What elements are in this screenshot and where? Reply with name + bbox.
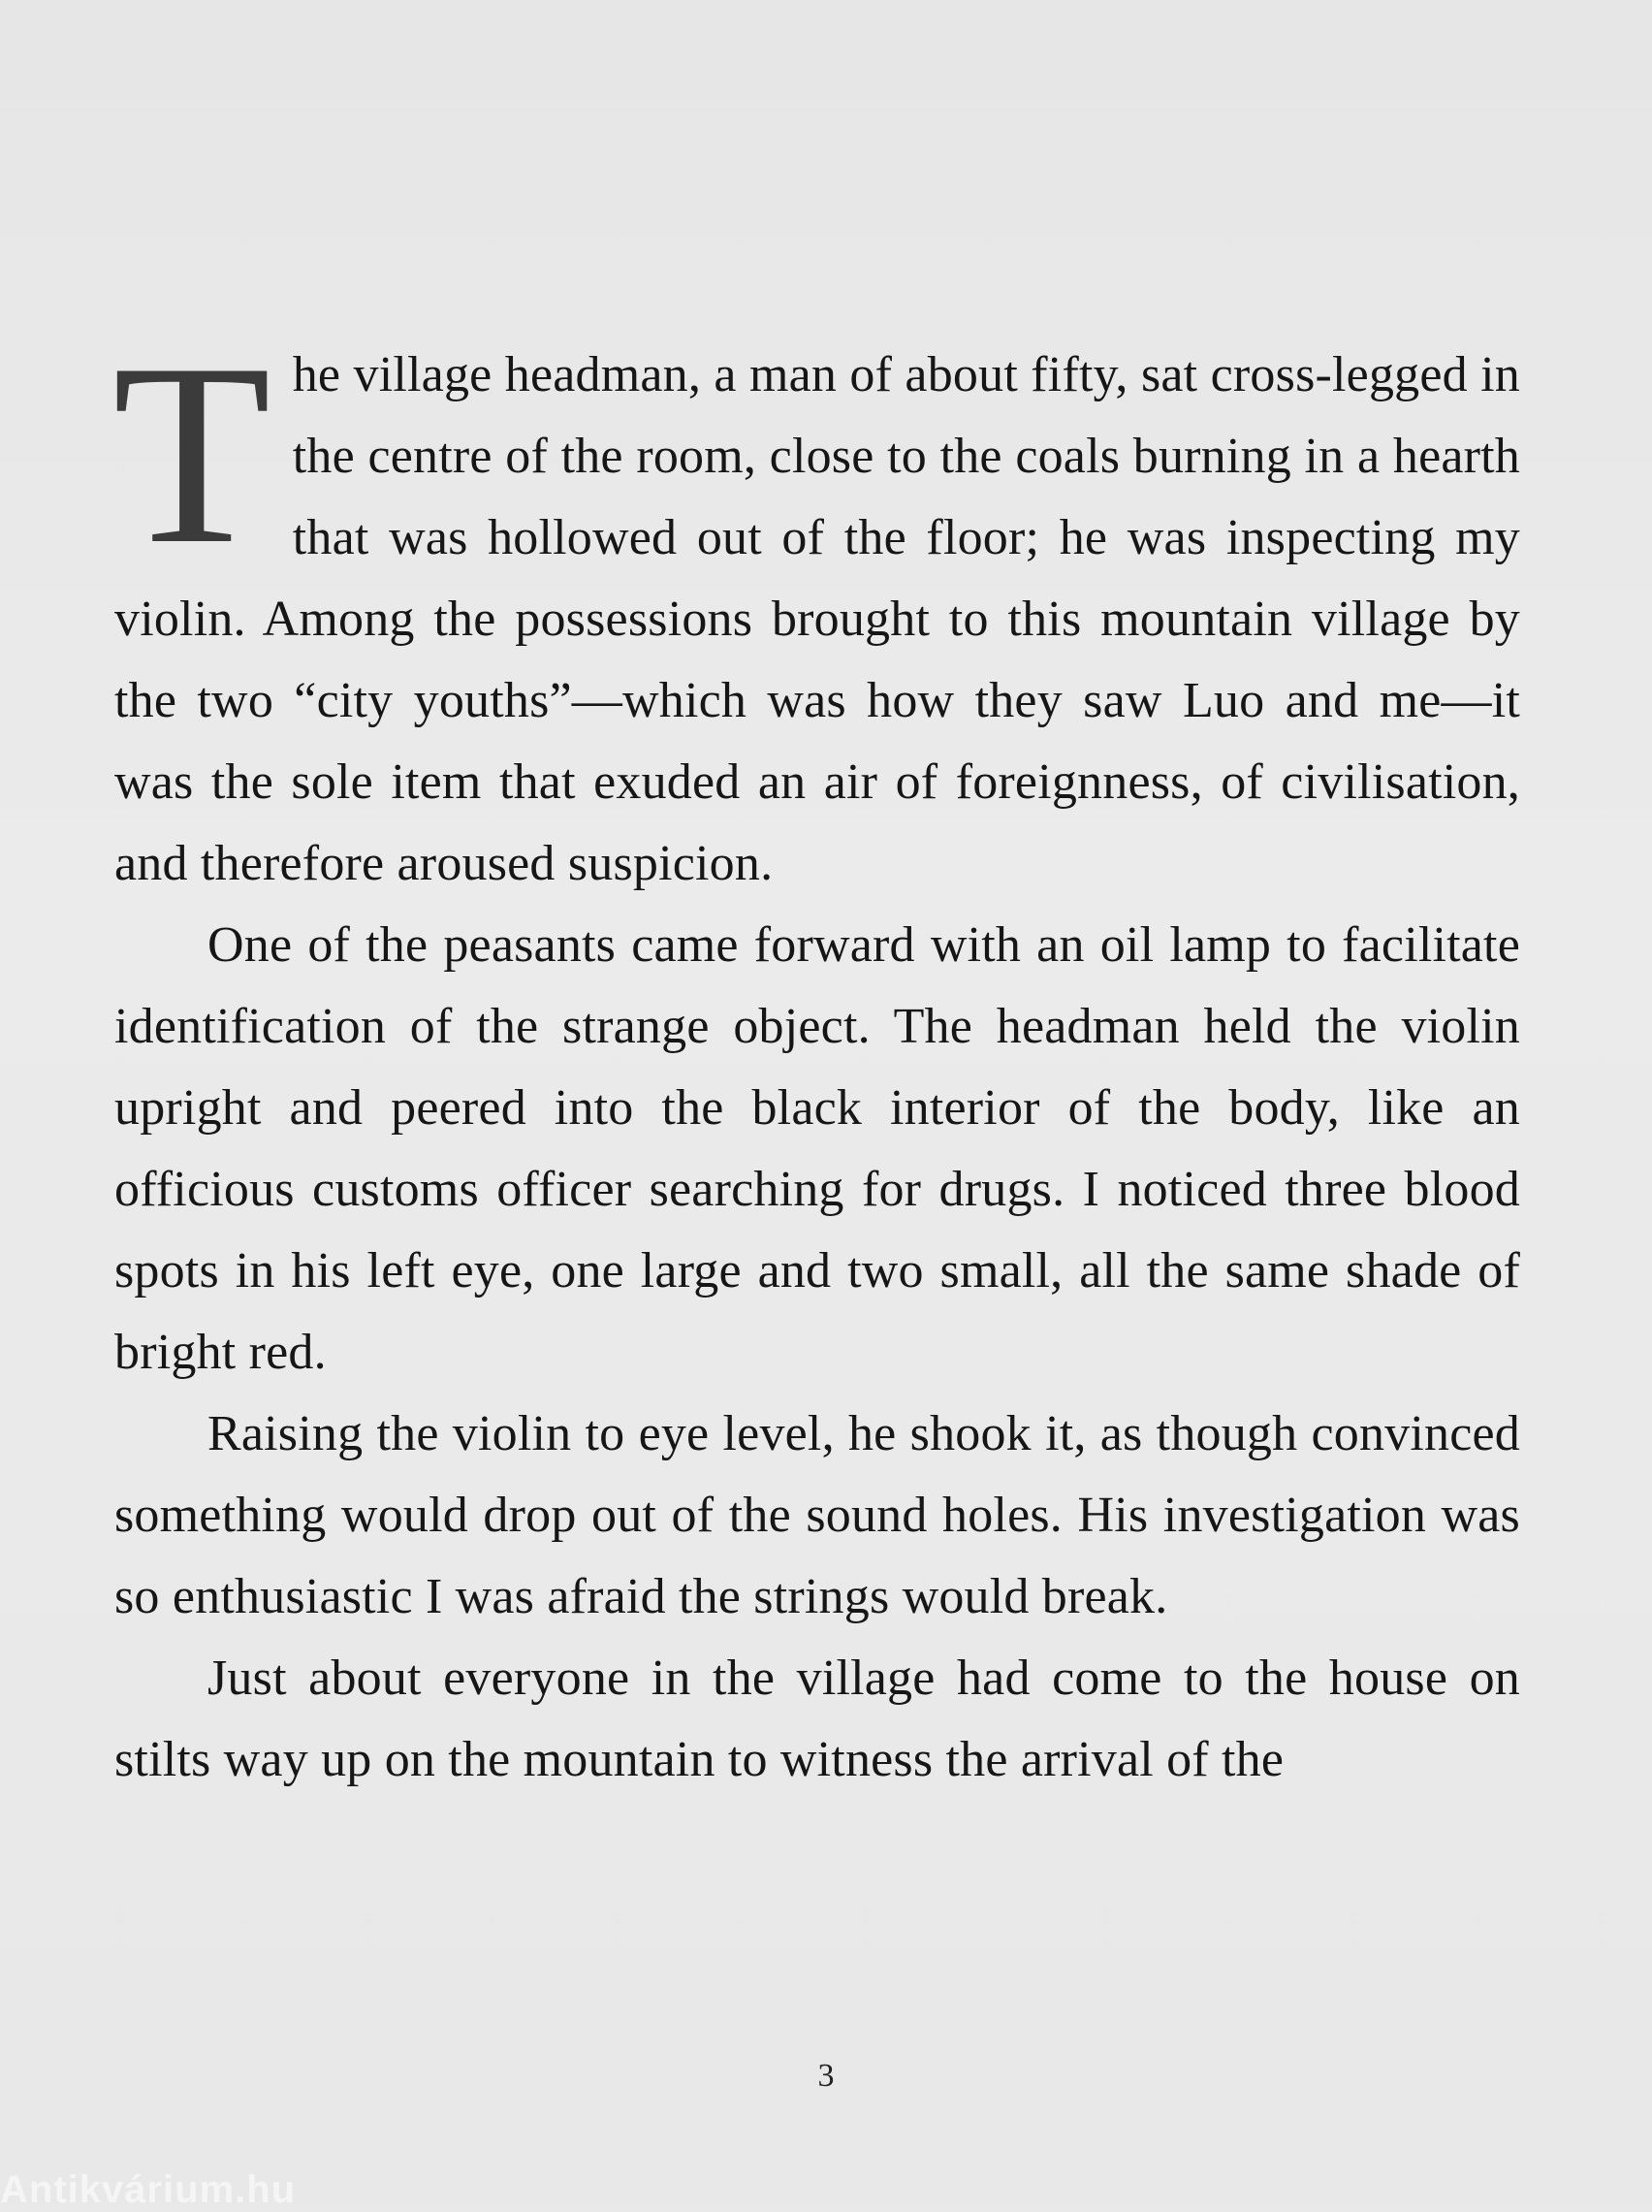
page-number: 3: [817, 2058, 835, 2094]
paragraph-4: Just about everyone in the village had come to the house on stilts way up on the mountain to witness the arrival of the: [114, 1651, 1520, 1787]
watermark: Antikvárium.hu: [0, 2168, 297, 2211]
paragraph-1-text: he village headman, a man of about fifty, sat cross-legged in the centre of the room, close to the coals burning in a hearth that was hollowed out of the floor; he was inspecting my violin. Among the possessions brought to this mountain village by the two “city youths”—which was how they saw Luo and me—it was the sole item that exuded an air of foreignness, of civilisation, and therefore aroused suspicion.: [114, 347, 1520, 891]
paragraph-3: Raising the violin to eye level, he shook it, as though convinced something would drop out of the sound holes. His investigation was so enthusiastic I was afraid the strings would break.: [114, 1406, 1520, 1624]
body-text: [112, 309, 1520, 1801]
paragraph-1: [112, 309, 1520, 905]
drop-cap: T: [112, 309, 271, 597]
paragraph-2: One of the peasants came forward with an oil lamp to facilitate identification of the strange object. The headman held the violin upright and peered into the black interior of the body, like an officious customs officer searching for drugs. I noticed three blood spots in his left eye, one large and two small, all the same shade of bright red.: [114, 917, 1520, 1380]
bleed-through-text: [107, 19, 1541, 310]
